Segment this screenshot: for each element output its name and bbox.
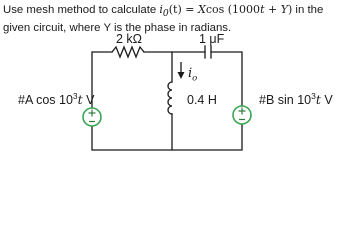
source-right-label: #B $\sin 10^3t$ V: [259, 90, 333, 107]
resistor-label: 2 kΩ: [116, 32, 143, 46]
wire-left-top: [92, 52, 112, 108]
problem-suffix: in the given circuit, where Y is the phase in radians.: [3, 4, 324, 35]
capacitor-label: 1 μF: [199, 32, 225, 46]
inductor-coil: [168, 82, 172, 114]
voltage-source-right: [233, 106, 251, 124]
voltage-source-left: [83, 108, 101, 126]
current-expression: $i_0(t) = Xcos$ (1000t + Y): [159, 3, 293, 20]
current-arrow: [178, 62, 185, 79]
inductor-label: 0.4 H: [187, 93, 217, 107]
problem-prefix: Use mesh method to calculate: [3, 4, 160, 16]
wire-left-bottom: [92, 124, 242, 150]
resistor-zigzag: [112, 47, 144, 57]
source-left-label: #A $\cos 10^3t$ V: [18, 90, 95, 107]
current-label: $i_o$: [188, 66, 198, 84]
